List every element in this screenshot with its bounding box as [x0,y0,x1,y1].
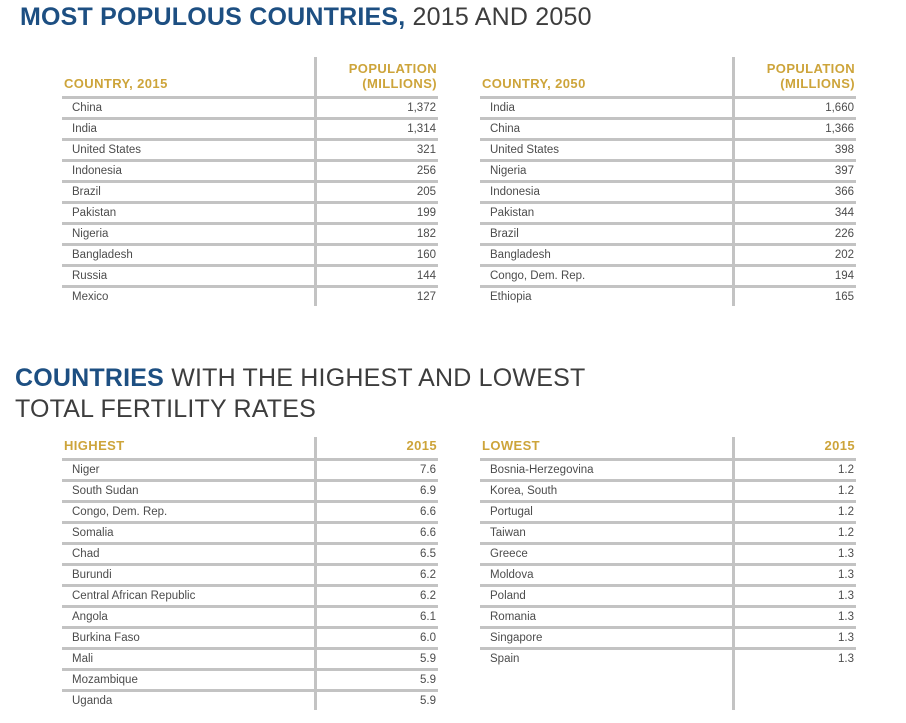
table-row [62,671,438,692]
country-cell: South Sudan [72,485,139,497]
table-row [480,503,856,524]
value-cell: 127 [416,291,436,303]
value-cell: 1.3 [838,611,854,623]
country-cell: Somalia [72,527,114,539]
country-cell: Uganda [72,695,113,707]
country-cell: Ethiopia [490,291,532,303]
table-row [62,225,438,246]
value-cell: 1,366 [825,123,854,135]
value-cell: 321 [416,144,436,156]
country-cell: United States [490,144,560,156]
country-cell: Brazil [490,228,519,240]
table-fertility-lowest [480,437,856,710]
table-row [480,141,856,162]
country-cell: China [490,123,521,135]
value-cell: 199 [416,207,436,219]
column-header-value-line: 2015 [824,438,855,453]
value-cell: 344 [834,207,854,219]
country-cell: Taiwan [490,527,526,539]
table-header [480,57,856,99]
table-row [480,650,856,668]
value-cell: 5.9 [420,674,436,686]
column-header-value [349,61,438,91]
value-cell: 1.3 [838,569,854,581]
table-row [480,99,856,120]
value-cell: 6.2 [420,590,436,602]
column-header-value-line: (MILLIONS) [362,76,437,91]
column-header-value [767,61,856,91]
country-cell: Congo, Dem. Rep. [72,506,168,518]
country-cell: Brazil [72,186,101,198]
country-cell: China [72,102,103,114]
value-cell: 5.9 [420,653,436,665]
country-cell: Korea, South [490,485,558,497]
table-row [62,566,438,587]
table-row [62,162,438,183]
country-cell: Mali [72,653,94,665]
table-row [480,587,856,608]
country-cell: Bangladesh [72,249,133,261]
country-cell: Bangladesh [490,249,551,261]
country-cell: Central African Republic [72,590,196,602]
country-cell: Bosnia-Herzegovina [490,464,594,476]
table-row [62,629,438,650]
value-cell: 194 [834,270,854,282]
value-cell: 1,314 [407,123,436,135]
country-cell: Singapore [490,632,543,644]
column-divider [314,57,317,306]
column-header-label: COUNTRY, 2015 [64,76,168,91]
population-tables-row [62,57,856,306]
table-row [62,99,438,120]
table-fertility-highest [62,437,438,710]
value-cell: 1.3 [838,590,854,602]
country-cell: Congo, Dem. Rep. [490,270,586,282]
value-cell: 5.9 [420,695,436,707]
table-row [62,482,438,503]
country-cell: Pakistan [72,207,117,219]
table-row [62,141,438,162]
value-cell: 1.2 [838,527,854,539]
table-row [480,288,856,306]
value-cell: 6.2 [420,569,436,581]
value-cell: 1.3 [838,632,854,644]
value-cell: 226 [834,228,854,240]
value-cell: 1.3 [838,653,854,665]
table-body [480,461,856,668]
table-row [62,545,438,566]
column-header-value-line: POPULATION [348,61,437,76]
value-cell: 6.6 [420,506,436,518]
fertility-tables-row [62,437,856,710]
table-header [480,437,856,461]
country-cell: Russia [72,270,108,282]
table-row [62,650,438,671]
country-cell: Pakistan [490,207,535,219]
table-row [62,120,438,141]
table-row [62,246,438,267]
table-row [62,503,438,524]
table-row [480,629,856,650]
section-title-emphasis: MOST POPULOUS COUNTRIES, [20,3,406,31]
column-divider [732,437,735,710]
value-cell: 1,660 [825,102,854,114]
value-cell: 202 [834,249,854,261]
section-title-rest: 2015 AND 2050 [412,3,592,31]
table-row [62,183,438,204]
table-row [62,204,438,225]
country-cell: Indonesia [490,186,540,198]
country-cell: Nigeria [72,228,109,240]
table-row [480,246,856,267]
value-cell: 398 [834,144,854,156]
table-row [480,524,856,545]
column-header-value-line: (MILLIONS) [780,76,855,91]
country-cell: Spain [490,653,520,665]
country-cell: Portugal [490,506,533,518]
table-row [62,267,438,288]
value-cell: 1.2 [838,464,854,476]
table-row [480,545,856,566]
table-row [480,120,856,141]
value-cell: 182 [416,228,436,240]
country-cell: Burkina Faso [72,632,140,644]
column-header-value-line: POPULATION [766,61,855,76]
country-cell: India [490,102,515,114]
country-cell: Burundi [72,569,112,581]
table-row [480,267,856,288]
column-header-label: LOWEST [482,438,541,453]
value-cell: 1.2 [838,506,854,518]
value-cell: 1.3 [838,548,854,560]
table-header [62,57,438,99]
table-row [62,524,438,545]
country-cell: Poland [490,590,526,602]
table-population-2015 [62,57,438,306]
section-title-emphasis: COUNTRIES [15,364,165,392]
value-cell: 6.1 [420,611,436,623]
table-body [62,461,438,710]
table-row [480,204,856,225]
value-cell: 7.6 [420,464,436,476]
value-cell: 1,372 [407,102,436,114]
table-row [480,225,856,246]
table-row [480,162,856,183]
table-row [480,608,856,629]
column-divider [314,437,317,710]
value-cell: 397 [834,165,854,177]
table-row [480,461,856,482]
table-row [480,482,856,503]
value-cell: 366 [834,186,854,198]
section-title-rest-line1: WITH THE HIGHEST AND LOWEST [171,364,586,392]
column-divider [732,57,735,306]
table-population-2050 [480,57,856,306]
country-cell: United States [72,144,142,156]
value-cell: 6.6 [420,527,436,539]
table-row [480,183,856,204]
country-cell: Niger [72,464,100,476]
table-row [62,692,438,710]
table-row [62,461,438,482]
value-cell: 144 [416,270,436,282]
value-cell: 160 [416,249,436,261]
column-header-value-line: 2015 [406,438,437,453]
country-cell: Angola [72,611,108,623]
table-row [480,566,856,587]
column-header-label: COUNTRY, 2050 [482,76,586,91]
country-cell: Indonesia [72,165,122,177]
section-title-fertility [15,363,585,425]
section-title-most-populous [20,2,592,33]
column-header-label: HIGHEST [64,438,125,453]
table-body [62,99,438,306]
table-row [62,587,438,608]
country-cell: Mexico [72,291,109,303]
table-row [62,288,438,306]
country-cell: Greece [490,548,528,560]
value-cell: 6.0 [420,632,436,644]
value-cell: 256 [416,165,436,177]
value-cell: 6.5 [420,548,436,560]
column-header-value [406,438,438,453]
value-cell: 165 [834,291,854,303]
country-cell: Chad [72,548,100,560]
value-cell: 1.2 [838,485,854,497]
table-row [62,608,438,629]
country-cell: Moldova [490,569,534,581]
value-cell: 6.9 [420,485,436,497]
country-cell: Mozambique [72,674,138,686]
country-cell: India [72,123,97,135]
country-cell: Romania [490,611,537,623]
table-body [480,99,856,306]
country-cell: Nigeria [490,165,527,177]
table-header [62,437,438,461]
value-cell: 205 [416,186,436,198]
section-title-rest-line2: TOTAL FERTILITY RATES [15,395,317,423]
column-header-value [824,438,856,453]
